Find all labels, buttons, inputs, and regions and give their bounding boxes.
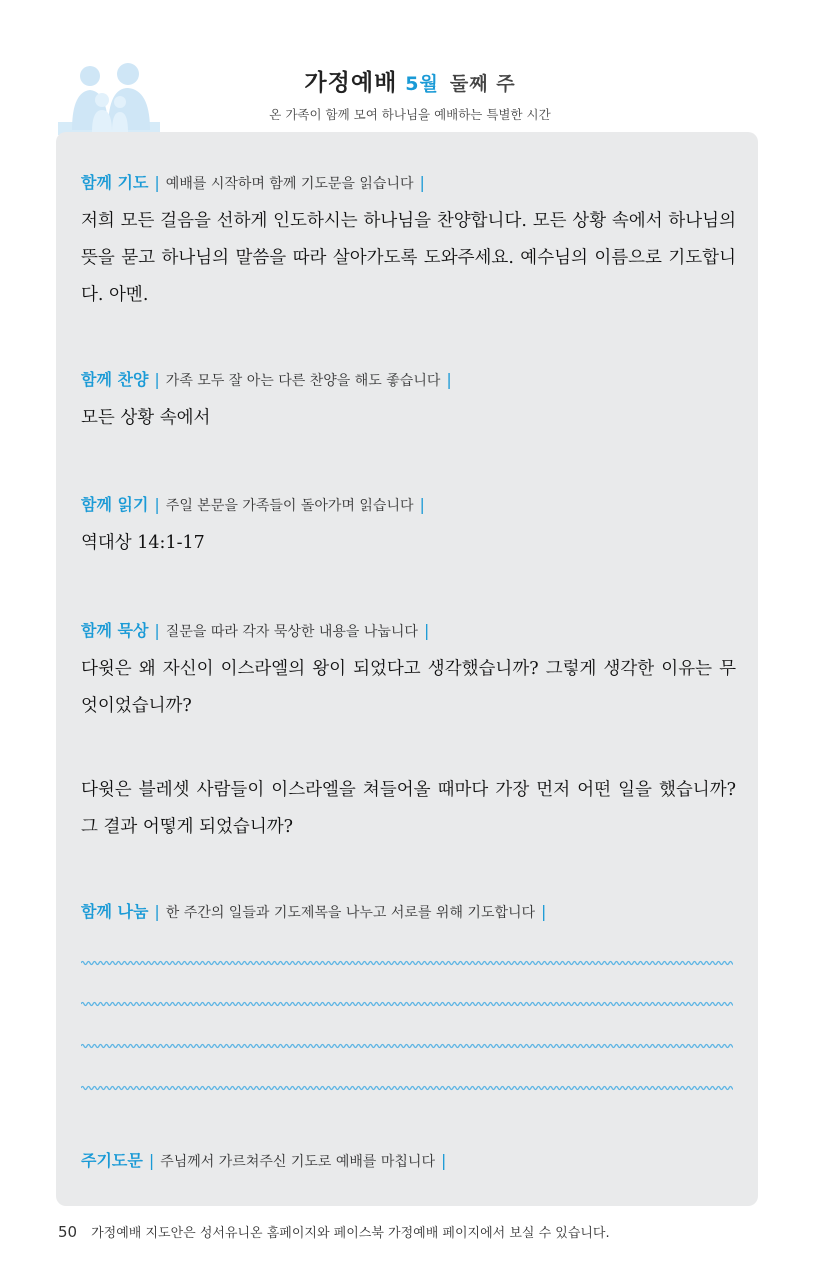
title-month: 5월	[405, 73, 439, 95]
meditation-question-1: 다윗은 왜 자신이 이스라엘의 왕이 되었다고 생각했습니까? 그렇게 생각한 이유는 무엇이었습니까?	[81, 659, 736, 716]
praise-text: 모든 상황 속에서	[81, 408, 211, 428]
page-title	[0, 64, 820, 97]
section-desc: 주일 본문을 가족들이 돌아가며 읽습니다	[165, 498, 414, 514]
section-sharing-header: 함께 나눔 | 한 주간의 일들과 기도제목을 나누고 서로를 위해 기도합니다 |	[81, 902, 547, 921]
page-number: 50	[58, 1223, 78, 1241]
section-reading-header: 함께 읽기 | 주일 본문을 가족들이 돌아가며 읽습니다 |	[81, 495, 425, 514]
section-desc: 예배를 시작하며 함께 기도문을 읽습니다	[165, 176, 414, 192]
writing-line	[81, 1042, 733, 1050]
section-label: 함께 기도	[81, 173, 149, 192]
section-meditation-header: 함께 묵상 | 질문을 따라 각자 묵상한 내용을 나눕니다 |	[81, 621, 430, 640]
section-label: 함께 읽기	[81, 495, 149, 514]
footer-note: 가정예배 지도안은 성서유니온 홈페이지와 페이스북 가정예배 페이지에서 보실 수 있습니다.	[91, 1226, 610, 1241]
writing-line	[81, 1000, 733, 1008]
section-label: 함께 찬양	[81, 370, 149, 389]
title-text: 가정예배	[304, 70, 398, 96]
writing-line	[81, 959, 733, 967]
meditation-question-2: 다윗은 블레셋 사람들이 이스라엘을 쳐들어올 때마다 가장 먼저 어떤 일을 했습니까? 그 결과 어떻게 되었습니까?	[81, 780, 736, 837]
section-desc: 한 주간의 일들과 기도제목을 나누고 서로를 위해 기도합니다	[165, 905, 536, 921]
page-subtitle: 온 가족이 함께 모여 하나님을 예배하는 특별한 시간	[269, 107, 551, 122]
content-card	[56, 132, 758, 1206]
reading-text: 역대상 14:1-17	[81, 533, 205, 553]
section-desc: 주님께서 가르쳐주신 기도로 예배를 마칩니다	[160, 1154, 435, 1170]
page-header	[0, 0, 820, 135]
section-label: 주기도문	[81, 1151, 143, 1170]
page-footer	[58, 1222, 610, 1241]
section-praise-header: 함께 찬양 | 가족 모두 잘 아는 다른 찬양을 해도 좋습니다 |	[81, 370, 452, 389]
section-lords-prayer-header: 주기도문 | 주님께서 가르쳐주신 기도로 예배를 마칩니다 |	[81, 1151, 447, 1170]
title-week: 둘째 주	[449, 73, 516, 95]
section-label: 함께 묵상	[81, 621, 149, 640]
prayer-text: 저희 모든 걸음을 선하게 인도하시는 하나님을 찬양합니다. 모든 상황 속에서 하나님의 뜻을 묻고 하나님의 말씀을 따라 살아가도록 도와주세요. 예수님의 이름으로 기도합니다. 아멘.	[81, 211, 736, 305]
section-desc: 가족 모두 잘 아는 다른 찬양을 해도 좋습니다	[165, 373, 441, 389]
section-desc: 질문을 따라 각자 묵상한 내용을 나눕니다	[165, 624, 418, 640]
section-prayer-header: 함께 기도 | 예배를 시작하며 함께 기도문을 읽습니다 |	[81, 173, 425, 192]
section-label: 함께 나눔	[81, 902, 149, 921]
writing-line	[81, 1084, 733, 1092]
